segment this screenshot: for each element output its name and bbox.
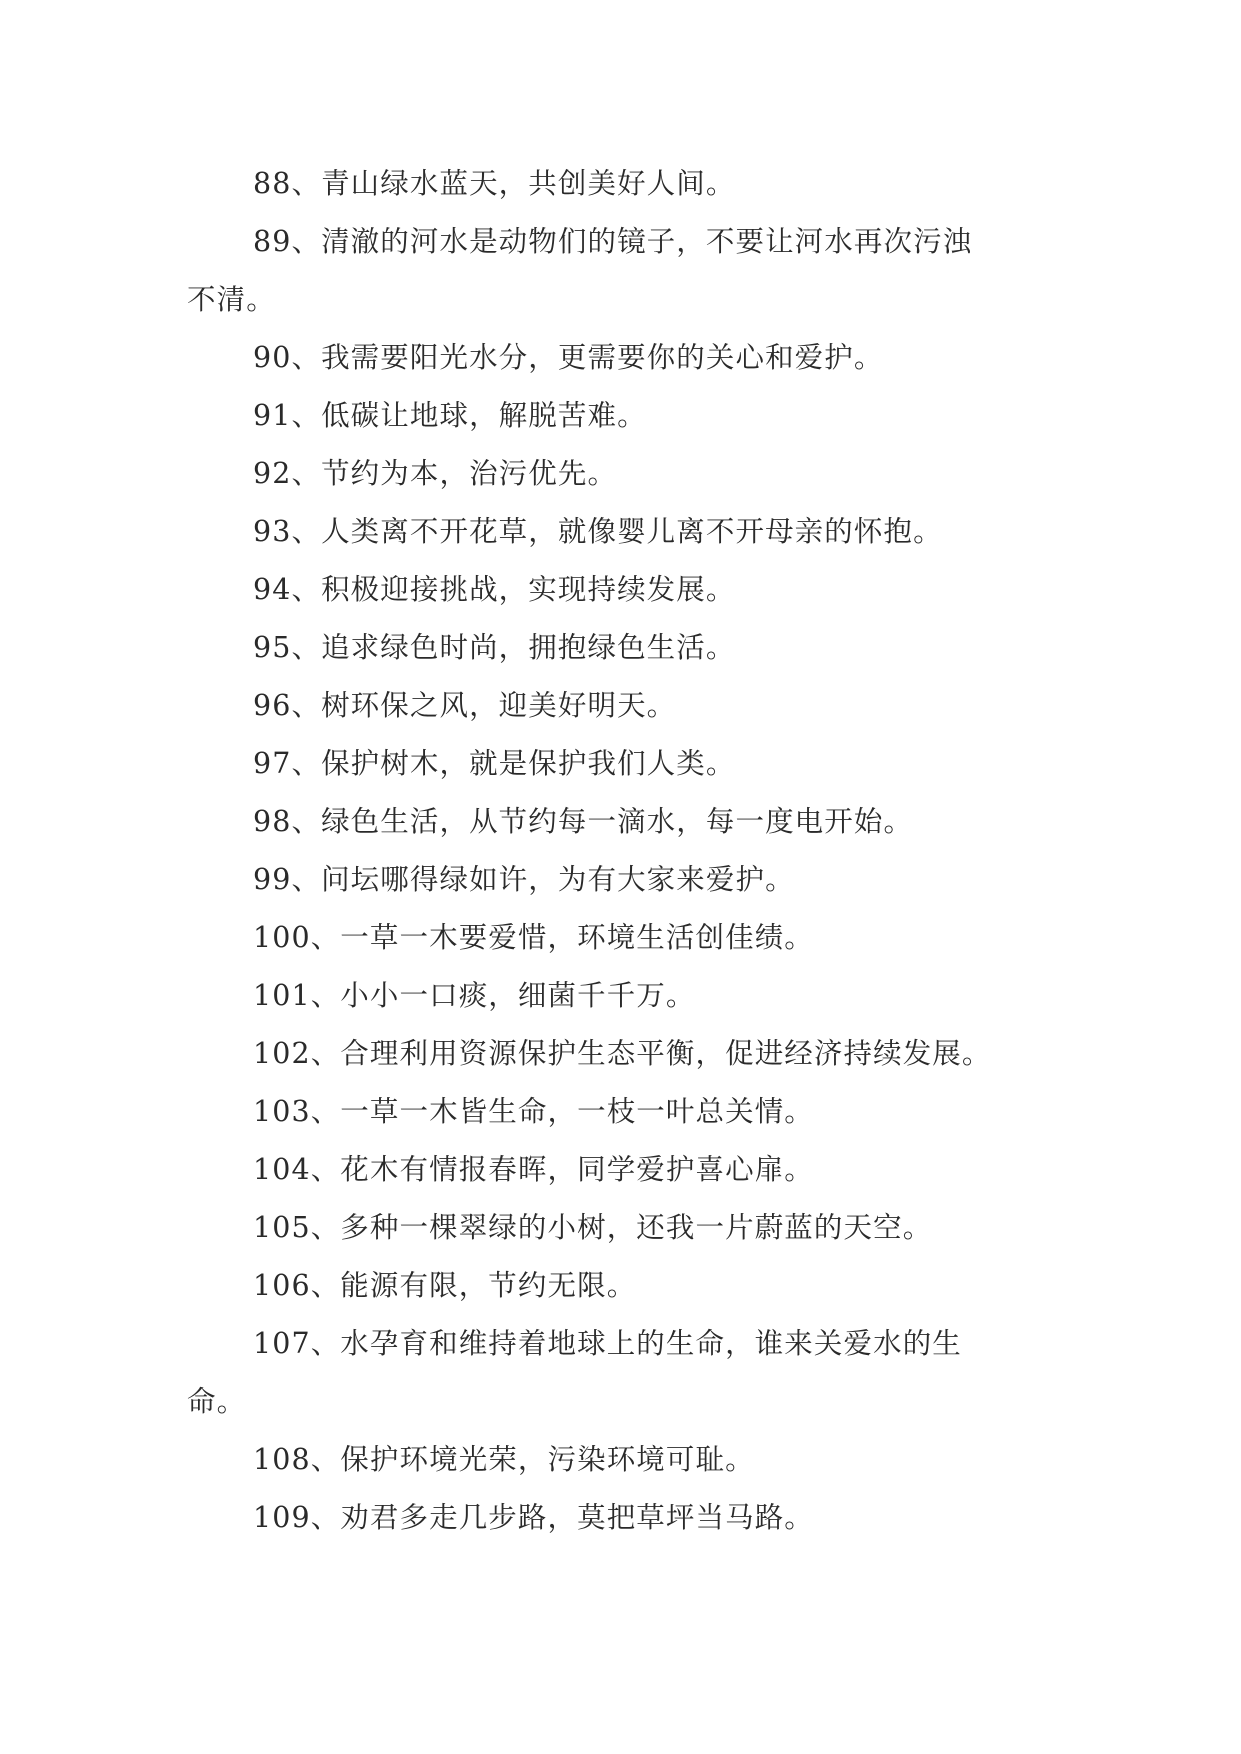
slogan-95: 95、追求绿色时尚，拥抱绿色生活。 <box>253 631 736 664</box>
slogan-92: 92、节约为本，治污优先。 <box>253 457 618 490</box>
slogan-97: 97、保护树木，就是保护我们人类。 <box>253 747 736 780</box>
slogan-98: 98、绿色生活，从节约每一滴水，每一度电开始。 <box>253 805 914 838</box>
slogan-91: 91、低碳让地球，解脱苦难。 <box>253 399 647 432</box>
slogan-93: 93、人类离不开花草，就像婴儿离不开母亲的怀抱。 <box>253 515 943 548</box>
slogan-94: 94、积极迎接挑战，实现持续发展。 <box>253 573 736 606</box>
slogan-102: 102、合理利用资源保护生态平衡，促进经济持续发展。 <box>253 1037 992 1070</box>
document-body <box>187 155 1067 1547</box>
slogan-107: 107、水孕育和维持着地球上的生命，谁来关爱水的生 <box>253 1327 962 1360</box>
slogan-104: 104、花木有情报春晖，同学爱护喜心扉。 <box>253 1153 814 1186</box>
slogan-103: 103、一草一木皆生命，一枝一叶总关情。 <box>253 1095 814 1128</box>
slogan-100: 100、一草一木要爱惜，环境生活创佳绩。 <box>253 921 814 954</box>
slogan-89: 89、清澈的河水是动物们的镜子，不要让河水再次污浊 <box>253 225 973 258</box>
slogan-90: 90、我需要阳光水分，更需要你的关心和爱护。 <box>253 341 884 374</box>
slogan-99: 99、问坛哪得绿如许，为有大家来爱护。 <box>253 863 795 896</box>
slogan-105: 105、多种一棵翠绿的小树，还我一片蔚蓝的天空。 <box>253 1211 933 1244</box>
slogan-96: 96、树环保之风，迎美好明天。 <box>253 689 677 722</box>
slogan-101: 101、小小一口痰，细菌千千万。 <box>253 979 696 1012</box>
slogan-107-continued: 命。 <box>187 1385 247 1418</box>
slogan-108: 108、保护环境光荣，污染环境可耻。 <box>253 1443 755 1476</box>
slogan-88: 88、青山绿水蓝天，共创美好人间。 <box>253 167 736 200</box>
slogan-106: 106、能源有限，节约无限。 <box>253 1269 637 1302</box>
slogan-89-continued: 不清。 <box>187 283 276 316</box>
slogan-109: 109、劝君多走几步路，莫把草坪当马路。 <box>253 1501 814 1534</box>
